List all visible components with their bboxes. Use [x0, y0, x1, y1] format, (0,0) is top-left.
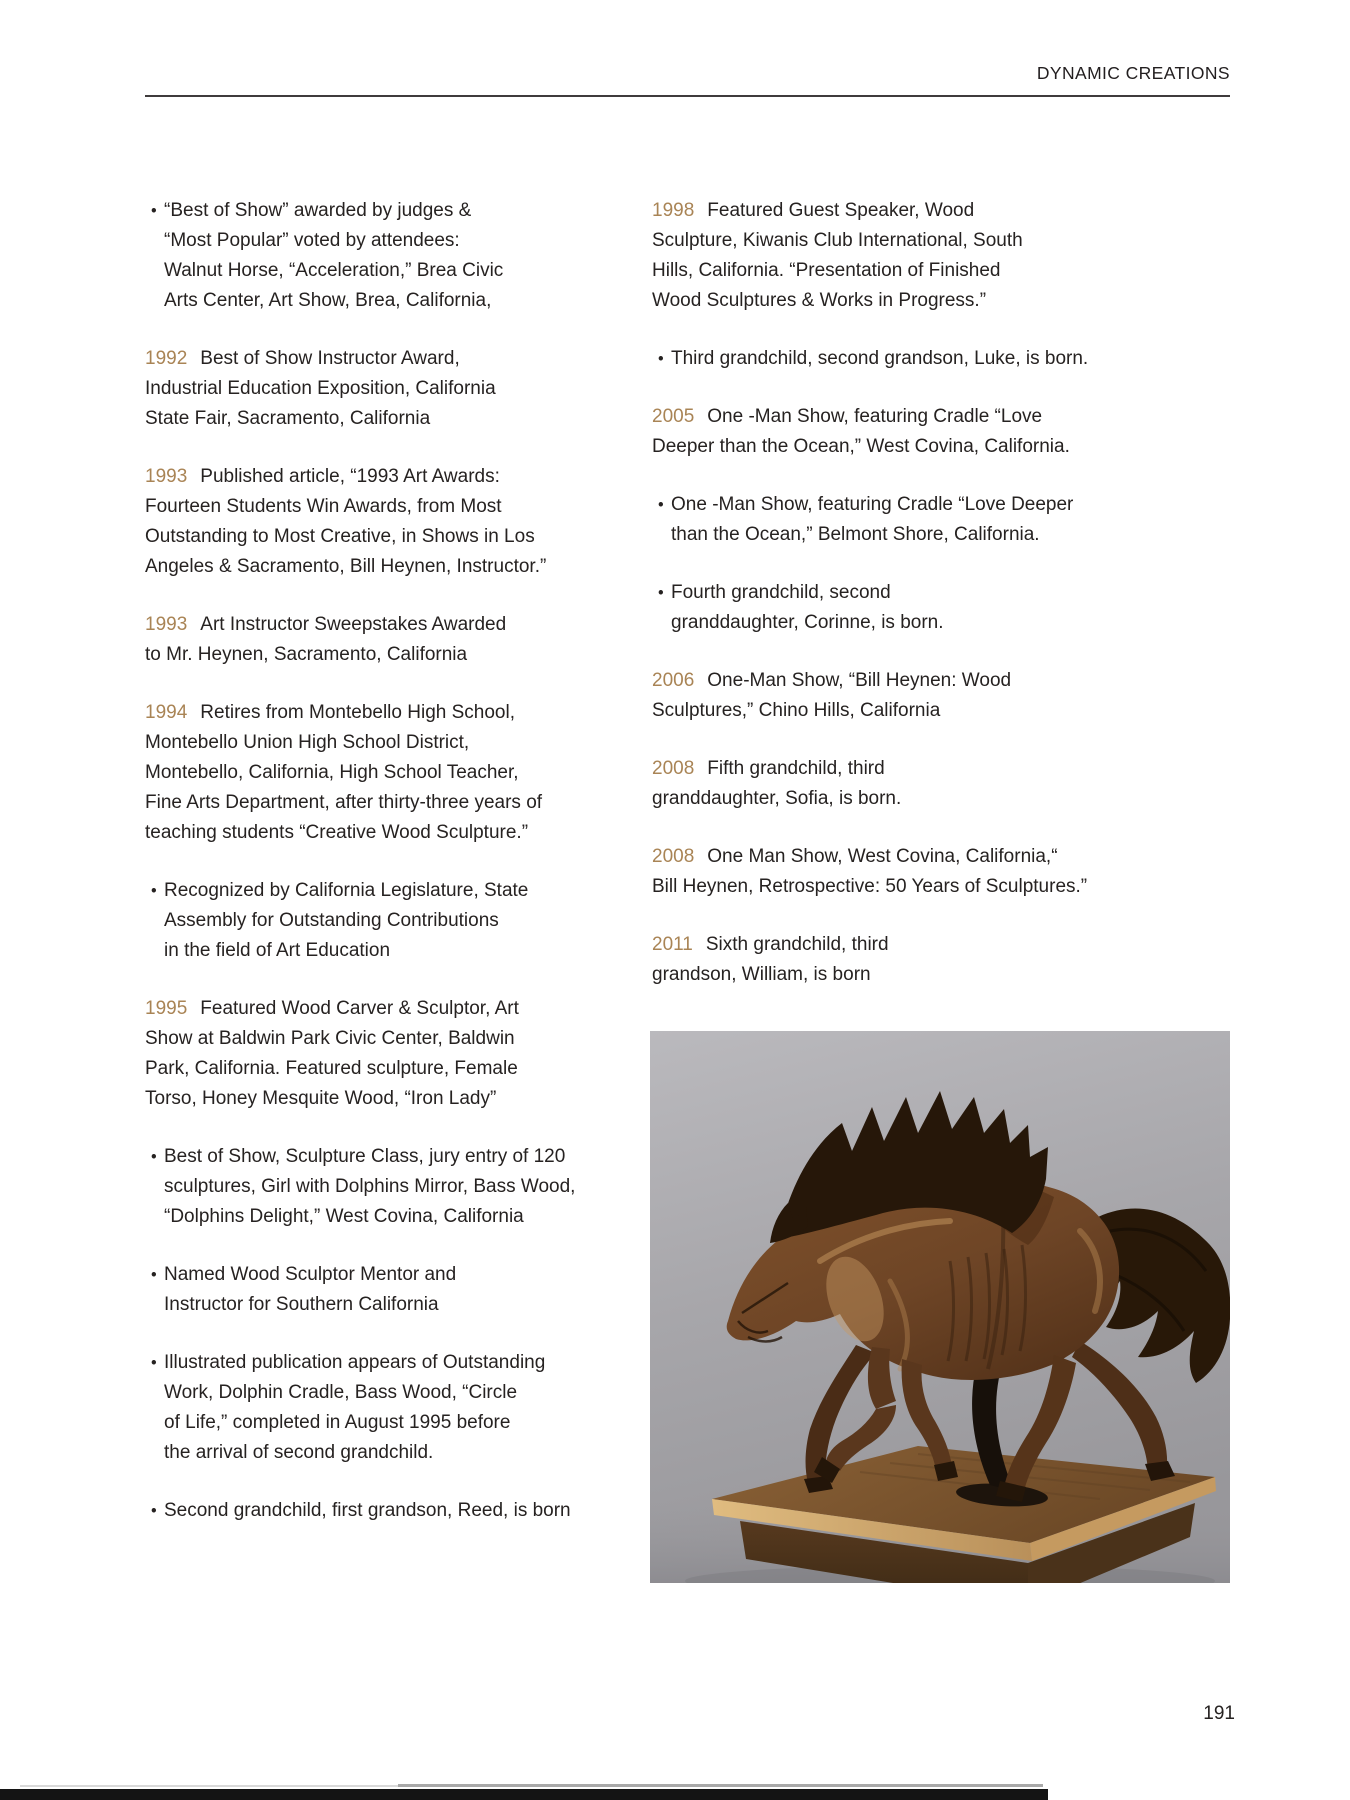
entry-line: [145, 492, 635, 522]
entry-line-text: Sculptures,” Chino Hills, California: [652, 700, 941, 721]
year-label: 2006: [652, 670, 695, 691]
entry-line: [145, 698, 635, 728]
entry-line: [145, 876, 635, 906]
entry-line: [652, 196, 1230, 226]
entry-line-text: Wood Sculptures & Works in Progress.”: [652, 290, 987, 311]
entry-line: [652, 286, 1230, 316]
entry-line: [145, 1142, 635, 1172]
entry-line: [145, 758, 635, 788]
timeline-year-entry: [652, 754, 1230, 814]
entry-line-text: granddaughter, Corinne, is born.: [671, 612, 944, 633]
entry-line-text: the arrival of second grandchild.: [164, 1442, 434, 1463]
entry-line-text: Torso, Honey Mesquite Wood, “Iron Lady”: [145, 1088, 497, 1109]
entry-line: [652, 520, 1230, 550]
entry-line: [652, 432, 1230, 462]
entry-line-text: to Mr. Heynen, Sacramento, California: [145, 644, 468, 665]
horse-sculpture-illustration: [650, 1031, 1230, 1583]
entry-line: [652, 608, 1230, 638]
entry-line-text: One -Man Show, featuring Cradle “Love: [707, 406, 1043, 427]
bullet-icon: •: [658, 584, 664, 602]
entry-line-text: Arts Center, Art Show, Brea, California,: [164, 290, 492, 311]
timeline-bullet-entry: [145, 876, 635, 966]
entry-line: [145, 1084, 635, 1114]
bullet-icon: •: [151, 1266, 157, 1284]
entry-line-text: teaching students “Creative Wood Sculpture.”: [145, 822, 529, 843]
entry-line: [145, 728, 635, 758]
entry-line: [145, 344, 635, 374]
entry-line: [145, 1408, 635, 1438]
entry-line-text: Featured Wood Carver & Sculptor, Art: [200, 998, 519, 1019]
entry-line-text: Outstanding to Most Creative, in Shows in Los: [145, 526, 535, 547]
entry-line-text: Work, Dolphin Cradle, Bass Wood, “Circle: [164, 1382, 518, 1403]
entry-line-text: “Most Popular” voted by attendees:: [164, 230, 460, 251]
entry-line-text: sculptures, Girl with Dolphins Mirror, Bass Wood,: [164, 1176, 576, 1197]
entry-line: [652, 344, 1230, 374]
entry-line: [145, 226, 635, 256]
entry-line: [145, 1496, 635, 1526]
entry-line: [652, 490, 1230, 520]
entry-line: [652, 930, 1230, 960]
year-label: 1994: [145, 702, 188, 723]
bullet-icon: •: [151, 882, 157, 900]
entry-line: [145, 404, 635, 434]
year-label: 2011: [652, 934, 693, 955]
year-label: 1993: [145, 614, 188, 635]
entry-line-text: Third grandchild, second grandson, Luke, is born.: [671, 348, 1089, 369]
entry-line: [652, 402, 1230, 432]
timeline-bullet-entry: [652, 490, 1230, 550]
page-number: 191: [1203, 1703, 1235, 1724]
entry-line-text: Bill Heynen, Retrospective: 50 Years of Sculptures.”: [652, 876, 1088, 897]
entry-line: [145, 788, 635, 818]
entry-line: [145, 818, 635, 848]
entry-line: [652, 666, 1230, 696]
entry-line-text: One Man Show, West Covina, California,“: [707, 846, 1058, 867]
entry-line-text: Second grandchild, first grandson, Reed, is born: [164, 1500, 571, 1521]
scan-artifact-line-light: [20, 1785, 398, 1787]
page-header-title: DYNAMIC CREATIONS: [1036, 63, 1230, 83]
entry-line-text: Sculpture, Kiwanis Club International, South: [652, 230, 1023, 251]
entry-line-text: Named Wood Sculptor Mentor and: [164, 1264, 457, 1285]
timeline-year-entry: [145, 462, 635, 582]
entry-line: [145, 994, 635, 1024]
entry-line-text: of Life,” completed in August 1995 before: [164, 1412, 511, 1433]
entry-line-text: “Best of Show” awarded by judges &: [164, 200, 472, 221]
entry-line-text: Published article, “1993 Art Awards:: [200, 466, 500, 487]
entry-line: [652, 872, 1230, 902]
entry-line-text: Retires from Montebello High School,: [200, 702, 515, 723]
entry-line-text: State Fair, Sacramento, California: [145, 408, 431, 429]
entry-line: [652, 226, 1230, 256]
timeline-year-entry: [652, 930, 1230, 990]
timeline-year-entry: [652, 666, 1230, 726]
entry-line: [652, 754, 1230, 784]
entry-line: [145, 1290, 635, 1320]
timeline-bullet-entry: [652, 578, 1230, 638]
entry-line-text: Industrial Education Exposition, California: [145, 378, 496, 399]
header-rule: [145, 95, 1230, 97]
entry-line-text: Hills, California. “Presentation of Finished: [652, 260, 1001, 281]
timeline-year-entry: [145, 344, 635, 434]
timeline-column-left: [145, 196, 635, 1554]
scan-artifact-bar: [0, 1789, 1048, 1800]
bullet-icon: •: [658, 496, 664, 514]
entry-line: [145, 1054, 635, 1084]
entry-line: [652, 960, 1230, 990]
entry-line: [145, 1260, 635, 1290]
timeline-year-entry: [652, 196, 1230, 316]
entry-line-text: “Dolphins Delight,” West Covina, California: [164, 1206, 524, 1227]
entry-line-text: One-Man Show, “Bill Heynen: Wood: [707, 670, 1012, 691]
entry-line: [145, 286, 635, 316]
entry-line-text: Deeper than the Ocean,” West Covina, California.: [652, 436, 1070, 457]
entry-line-text: grandson, William, is born: [652, 964, 871, 985]
timeline-year-entry: [652, 842, 1230, 902]
bullet-icon: •: [151, 1148, 157, 1166]
entry-line-text: Fine Arts Department, after thirty-three years of: [145, 792, 543, 813]
entry-line: [145, 552, 635, 582]
entry-line-text: Art Instructor Sweepstakes Awarded: [200, 614, 507, 635]
entry-line-text: Assembly for Outstanding Contributions: [164, 910, 499, 931]
entry-line: [145, 1378, 635, 1408]
entry-line: [652, 784, 1230, 814]
timeline-bullet-entry: [652, 344, 1230, 374]
entry-line: [145, 196, 635, 226]
bullet-icon: •: [151, 202, 157, 220]
year-label: 1995: [145, 998, 188, 1019]
horse-sculpture-photo: [650, 1031, 1230, 1583]
entry-line-text: Walnut Horse, “Acceleration,” Brea Civic: [164, 260, 504, 281]
entry-line: [145, 1202, 635, 1232]
year-label: 1998: [652, 200, 695, 221]
timeline-year-entry: [145, 698, 635, 848]
entry-line: [652, 842, 1230, 872]
entry-line-text: Montebello Union High School District,: [145, 732, 470, 753]
entry-line: [145, 1172, 635, 1202]
entry-line: [145, 936, 635, 966]
entry-line-text: Featured Guest Speaker, Wood: [707, 200, 975, 221]
timeline-year-entry: [145, 610, 635, 670]
entry-line-text: Sixth grandchild, third: [705, 934, 889, 955]
year-label: 1992: [145, 348, 188, 369]
entry-line: [652, 256, 1230, 286]
entry-line: [652, 696, 1230, 726]
entry-line-text: in the field of Art Education: [164, 940, 391, 961]
bullet-icon: •: [658, 350, 664, 368]
entry-line: [145, 1024, 635, 1054]
bullet-icon: •: [151, 1502, 157, 1520]
timeline-bullet-entry: [145, 1348, 635, 1468]
year-label: 2005: [652, 406, 695, 427]
entry-line: [145, 906, 635, 936]
entry-line: [145, 610, 635, 640]
entry-line-text: Fourteen Students Win Awards, from Most: [145, 496, 502, 517]
entry-line: [145, 1348, 635, 1378]
entry-line-text: Angeles & Sacramento, Bill Heynen, Instructor.”: [145, 556, 547, 577]
timeline-bullet-entry: [145, 1496, 635, 1526]
bullet-icon: •: [151, 1354, 157, 1372]
year-label: 1993: [145, 466, 188, 487]
entry-line-text: Park, California. Featured sculpture, Female: [145, 1058, 518, 1079]
year-label: 2008: [652, 758, 695, 779]
timeline-bullet-entry: [145, 196, 635, 316]
entry-line: [145, 374, 635, 404]
timeline-bullet-entry: [145, 1260, 635, 1320]
timeline-year-entry: [652, 402, 1230, 462]
entry-line-text: Instructor for Southern California: [164, 1294, 439, 1315]
entry-line-text: Fourth grandchild, second: [671, 582, 891, 603]
entry-line-text: One -Man Show, featuring Cradle “Love Deeper: [671, 494, 1074, 515]
entry-line: [145, 1438, 635, 1468]
entry-line: [145, 256, 635, 286]
entry-line-text: Montebello, California, High School Teacher,: [145, 762, 519, 783]
entry-line-text: Recognized by California Legislature, State: [164, 880, 529, 901]
year-label: 2008: [652, 846, 695, 867]
timeline-column-right: [652, 196, 1230, 1018]
scan-artifact-line-gray: [398, 1784, 1043, 1787]
entry-line-text: Illustrated publication appears of Outstanding: [164, 1352, 546, 1373]
entry-line-text: Fifth grandchild, third: [707, 758, 885, 779]
entry-line: [145, 522, 635, 552]
entry-line-text: than the Ocean,” Belmont Shore, California.: [671, 524, 1040, 545]
timeline-year-entry: [145, 994, 635, 1114]
entry-line-text: Show at Baldwin Park Civic Center, Baldwin: [145, 1028, 515, 1049]
entry-line: [145, 462, 635, 492]
entry-line-text: granddaughter, Sofia, is born.: [652, 788, 902, 809]
entry-line-text: Best of Show Instructor Award,: [200, 348, 460, 369]
entry-line-text: Best of Show, Sculpture Class, jury entry of 120: [164, 1146, 566, 1167]
entry-line: [652, 578, 1230, 608]
entry-line: [145, 640, 635, 670]
timeline-bullet-entry: [145, 1142, 635, 1232]
